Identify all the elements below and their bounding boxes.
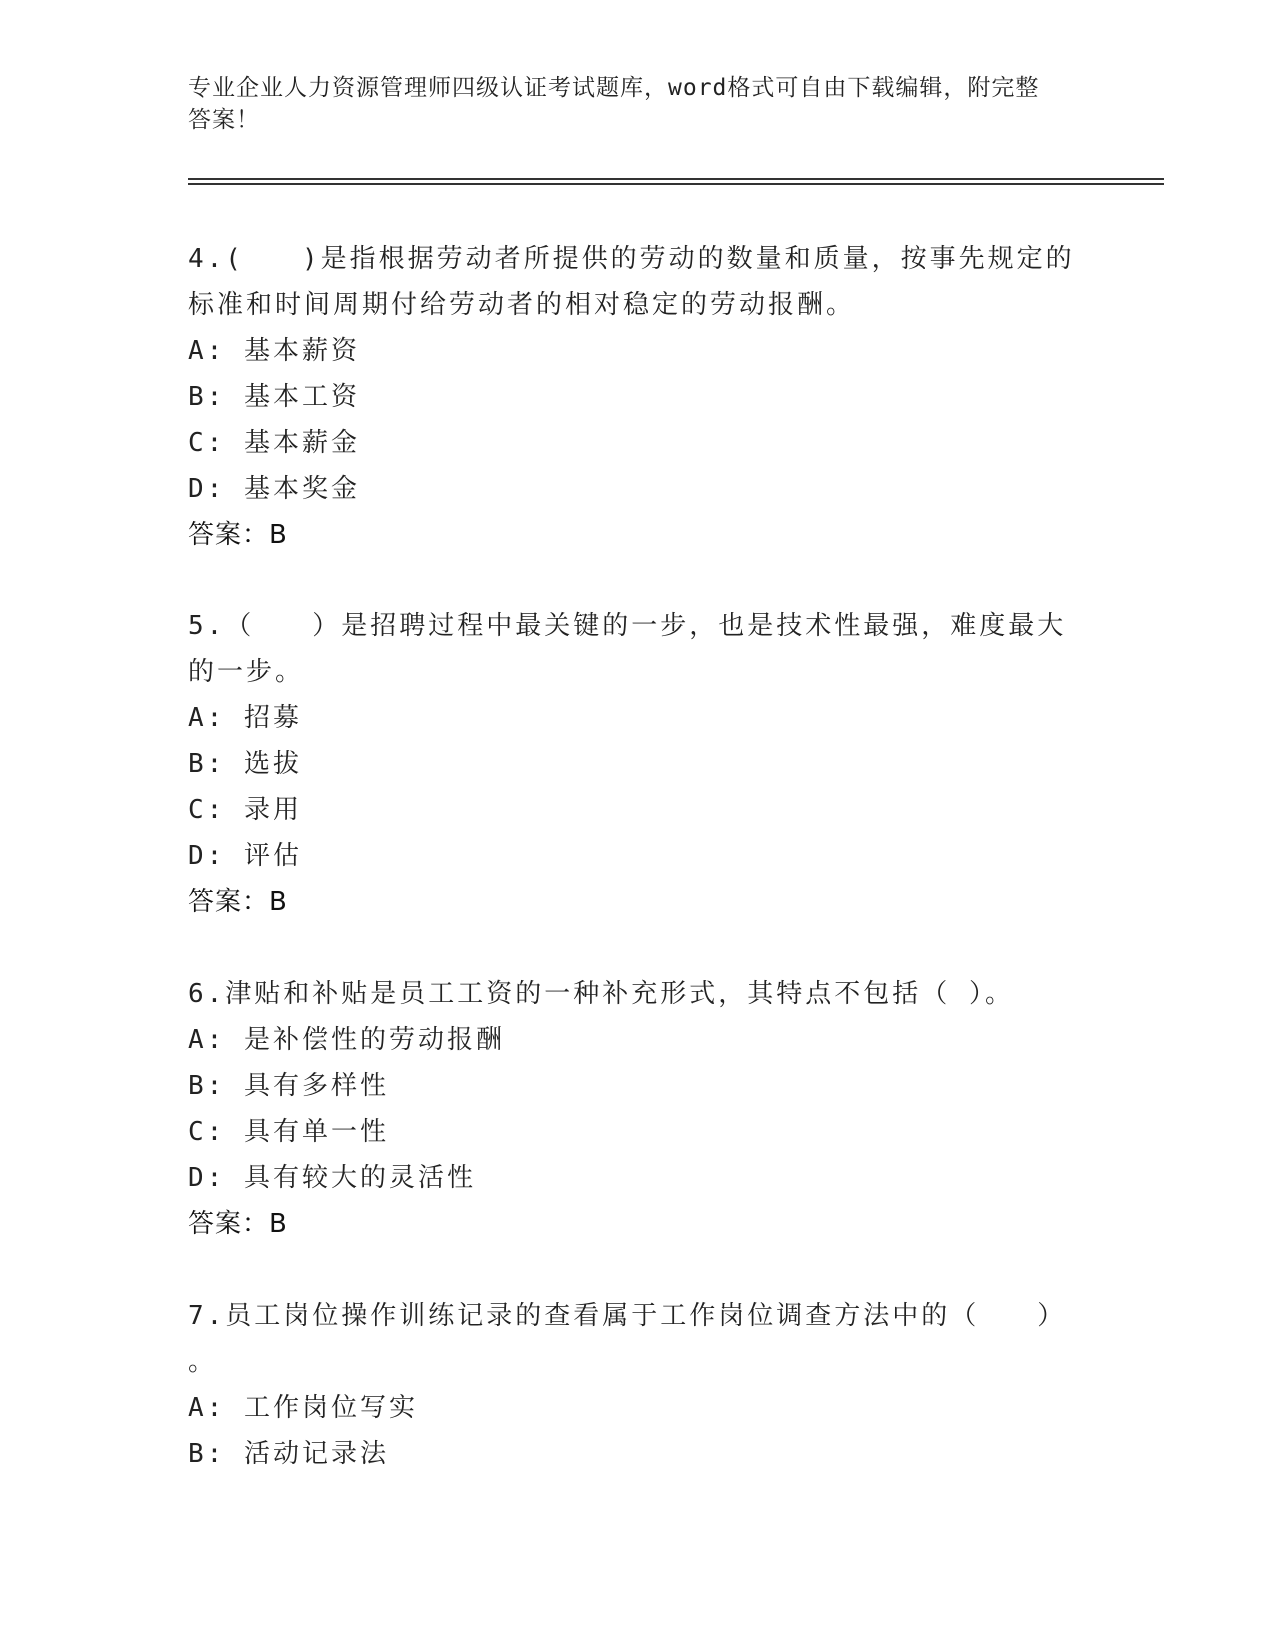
answer-label: 答案：B [188, 520, 288, 550]
header-line-2: 答案！ [188, 107, 260, 133]
question-stem-line: 标准和时间周期付给劳动者的相对稳定的劳动报酬。 [188, 290, 856, 320]
option-a: A: 工作岗位写实 [188, 1393, 418, 1423]
question-stem-line: 5.（ ）是招聘过程中最关键的一步，也是技术性最强，难度最大 [188, 611, 1067, 641]
option-a: A: 是补偿性的劳动报酬 [188, 1025, 505, 1055]
answer-label: 答案：B [188, 887, 288, 917]
option-b: B: 具有多样性 [188, 1071, 389, 1101]
option-b: B: 活动记录法 [188, 1439, 389, 1469]
question-stem-line: 的一步。 [188, 657, 305, 687]
question-stem-line: 6.津贴和补贴是员工工资的一种补充形式，其特点不包括（ ）。 [188, 979, 1014, 1009]
question-stem-line: 4.( )是指根据劳动者所提供的劳动的数量和质量，按事先规定的 [188, 244, 1075, 274]
option-c: C: 基本薪金 [188, 428, 360, 458]
option-a: A: 基本薪资 [188, 336, 360, 366]
question-6 [188, 971, 1088, 1247]
option-a: A: 招募 [188, 703, 302, 733]
question-4 [188, 236, 1088, 558]
question-7 [188, 1293, 1088, 1477]
header-line-1: 专业企业人力资源管理师四级认证考试题库，word格式可自由下载编辑，附完整 [188, 75, 1040, 101]
header-divider-top [188, 178, 1164, 180]
option-c: C: 录用 [188, 795, 302, 825]
question-stem-line: 7.员工岗位操作训练记录的查看属于工作岗位调查方法中的（ ） [188, 1301, 1067, 1331]
option-b: B: 选拔 [188, 749, 302, 779]
document-header [188, 72, 1088, 136]
option-b: B: 基本工资 [188, 382, 360, 412]
header-divider-bottom [188, 183, 1164, 185]
option-d: D: 基本奖金 [188, 474, 360, 504]
question-5 [188, 603, 1088, 925]
answer-label: 答案：B [188, 1209, 288, 1239]
option-c: C: 具有单一性 [188, 1117, 389, 1147]
question-stem-line: 。 [188, 1347, 218, 1377]
option-d: D: 具有较大的灵活性 [188, 1163, 476, 1193]
option-d: D: 评估 [188, 841, 302, 871]
